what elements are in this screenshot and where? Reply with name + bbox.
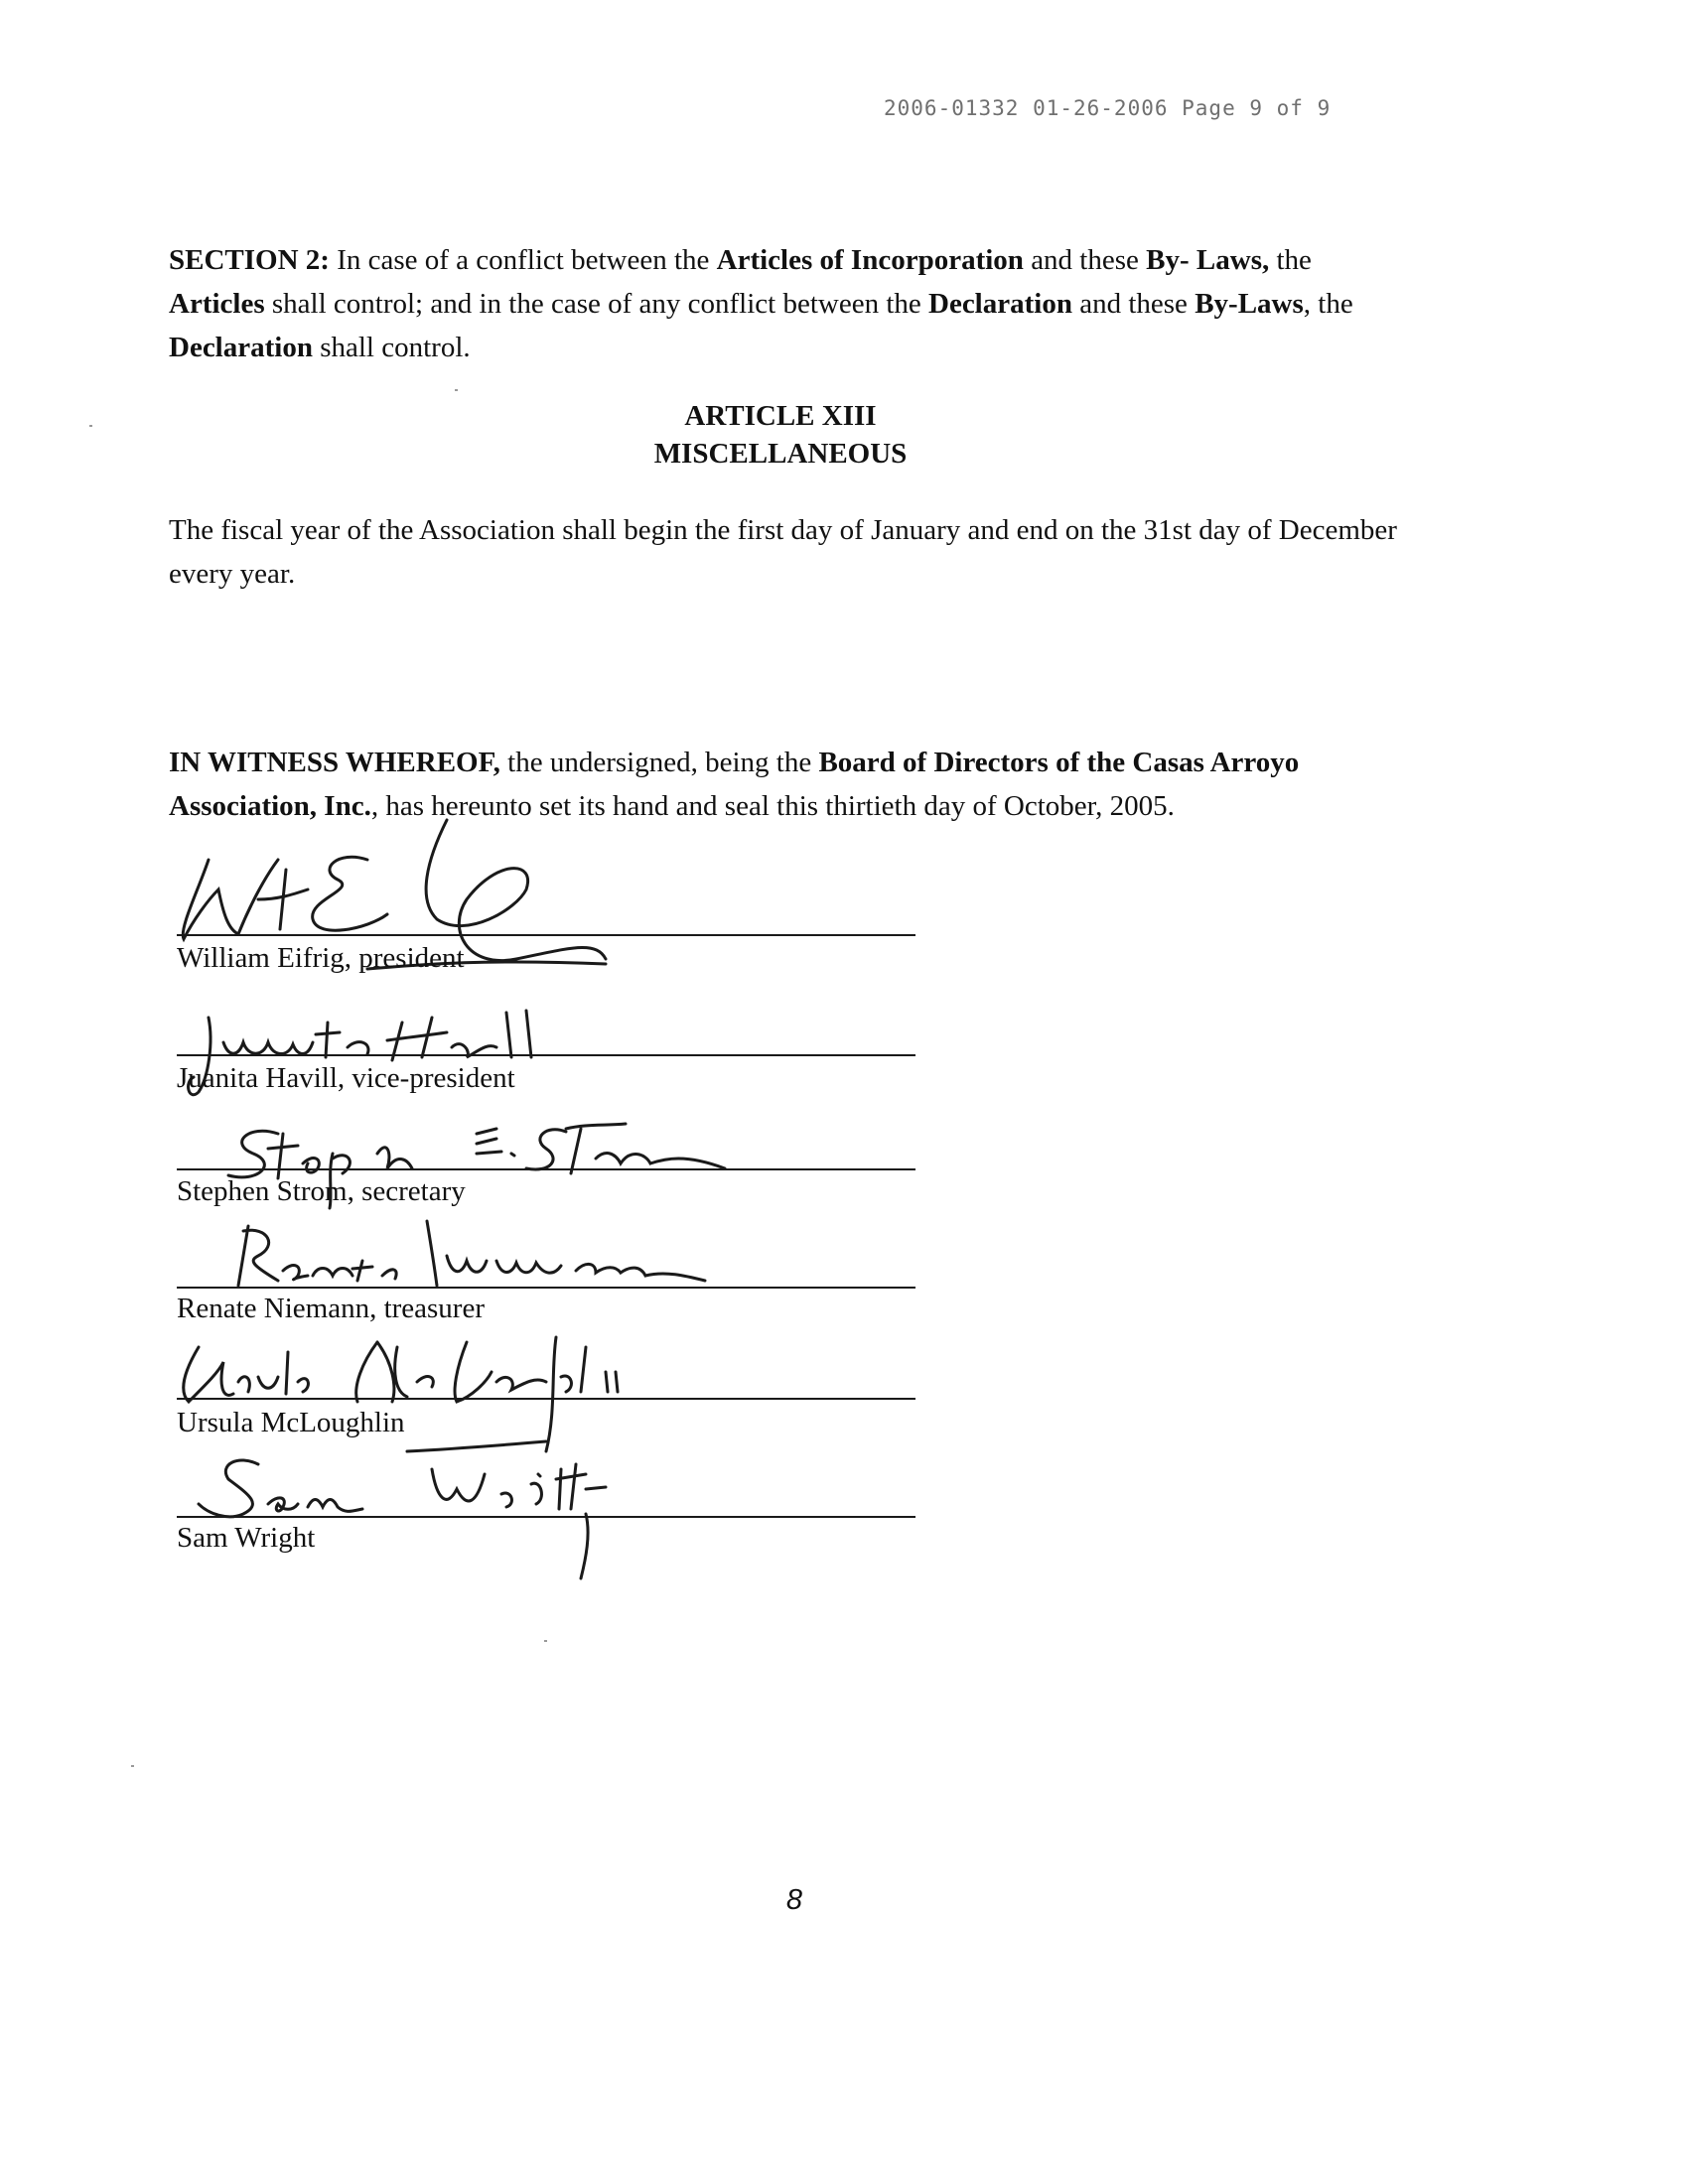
witness-paragraph bbox=[169, 741, 1400, 828]
signatory-name: Stephen Strom, secretary bbox=[177, 1175, 466, 1207]
section-2-text: shall control; and in the case of any conflict between the bbox=[264, 288, 928, 320]
page-number: 8 bbox=[785, 1884, 803, 1916]
signature-block-member-2 bbox=[169, 1449, 915, 1569]
signature-block-secretary bbox=[169, 1114, 915, 1223]
signatory-name: William Eifrig, president bbox=[177, 942, 465, 974]
signature-line bbox=[177, 1168, 915, 1170]
witness-text: the undersigned, being the bbox=[499, 747, 819, 778]
scan-speck bbox=[89, 425, 92, 427]
section-2-label: SECTION 2: bbox=[169, 244, 330, 276]
section-2-text: and these bbox=[1071, 288, 1196, 320]
recording-stamp: 2006-01332 01-26-2006 Page 9 of 9 bbox=[884, 96, 1332, 120]
signature-block-vice-president bbox=[169, 1003, 915, 1112]
section-2-term: Articles bbox=[169, 288, 265, 320]
section-2-term: By-Laws bbox=[1195, 288, 1304, 320]
scan-speck bbox=[131, 1765, 134, 1767]
section-2-text: shall control. bbox=[312, 332, 471, 363]
signature-line bbox=[177, 1398, 915, 1400]
section-2-text: and these bbox=[1023, 244, 1147, 276]
section-2-term: Articles of Incorporation bbox=[716, 244, 1024, 276]
section-2-term: By- Laws, bbox=[1146, 244, 1270, 276]
section-2-text: In case of a conflict between the bbox=[329, 244, 717, 276]
witness-lead: IN WITNESS WHEREOF, bbox=[169, 747, 500, 778]
signature-line bbox=[177, 1054, 915, 1056]
signature-block-president bbox=[169, 820, 915, 979]
scan-speck bbox=[544, 1640, 547, 1642]
signatory-name: Ursula McLoughlin bbox=[177, 1407, 405, 1438]
signature-block-member-1 bbox=[169, 1332, 915, 1446]
board-name: Board of Directors of the Casas Arroyo Association, Inc. bbox=[169, 747, 1300, 822]
signatory-name: Renate Niemann, treasurer bbox=[177, 1293, 485, 1324]
article-number-heading: ARTICLE XIII bbox=[684, 400, 877, 432]
section-2-term: Declaration bbox=[928, 288, 1072, 320]
signatory-name: Sam Wright bbox=[177, 1522, 316, 1554]
signature-block-treasurer bbox=[169, 1221, 915, 1330]
section-2-paragraph bbox=[169, 238, 1400, 369]
signature-line bbox=[177, 934, 915, 936]
witness-text: , has hereunto set its hand and seal this thirtieth day of October, 2005. bbox=[370, 790, 1175, 822]
handwritten-signature bbox=[169, 820, 923, 1019]
fiscal-year-paragraph: The fiscal year of the Association shall begin the first day of January and end on the 31st day of December every year. bbox=[169, 514, 1397, 590]
signature-line bbox=[177, 1287, 915, 1289]
section-2-term: Declaration bbox=[169, 332, 313, 363]
signatory-name: Juanita Havill, vice-president bbox=[177, 1062, 515, 1094]
article-title-heading: MISCELLANEOUS bbox=[653, 438, 908, 470]
signature-line bbox=[177, 1516, 915, 1518]
section-2-text: , the bbox=[1303, 288, 1353, 320]
scan-speck bbox=[455, 389, 458, 391]
section-2-text: the bbox=[1269, 244, 1312, 276]
